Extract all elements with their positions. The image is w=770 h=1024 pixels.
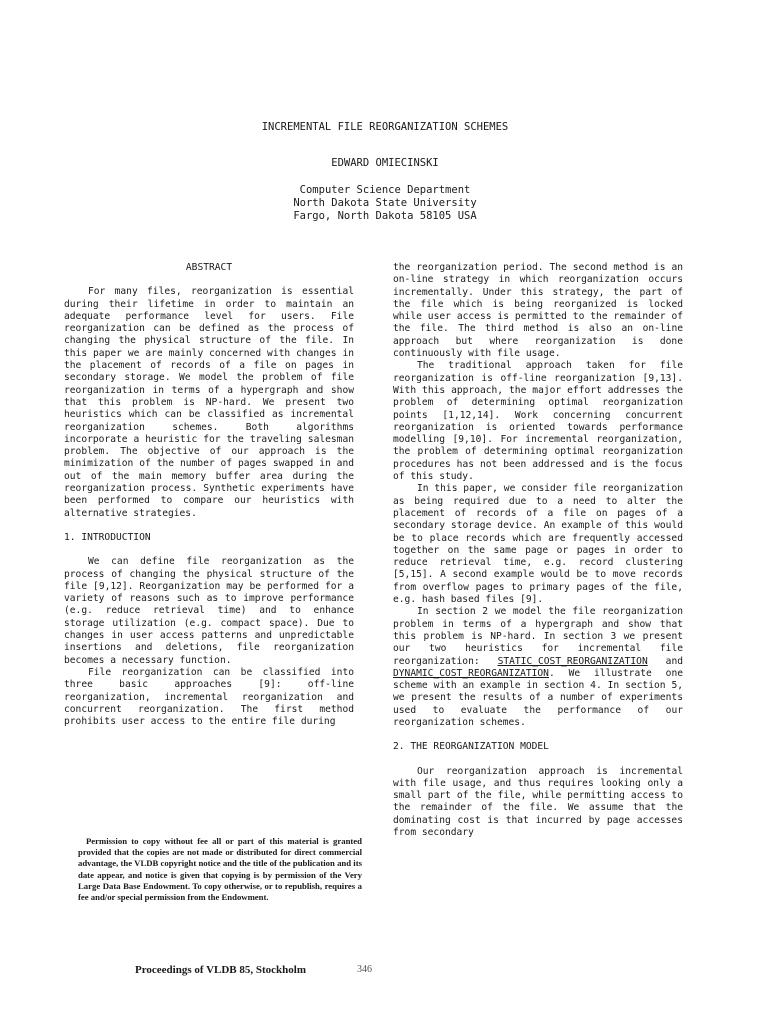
footer-venue: Proceedings of VLDB 85, Stockholm	[135, 964, 307, 976]
intro-paragraph-5	[393, 606, 683, 729]
reorganization-model-heading: 2. THE REORGANIZATION MODEL	[393, 741, 549, 753]
static-cost-algorithm: STATIC_COST_REORGANIZATION	[497, 655, 648, 667]
right-column	[393, 262, 683, 839]
introduction-heading: 1. INTRODUCTION	[64, 531, 151, 543]
intro-paragraph-3: The traditional approach taken for file reorganization is off-line reorganization [9,13]. With this approach, the major effort addresses the problem of determining optimal reorganization points [1,12,14]. Work concerning concurrent reorganization is oriented towards performance modelling [9,10]. For incremental reorganization, the problem of determining optimal reorganization procedures has not been addressed and is the focus of this study.	[393, 360, 683, 483]
intro-paragraph-4: In this paper, we consider file reorganization as being required due to a need to alter the placement of records of a file on pages of a secondary storage device. An example of this would be to place records which are frequently accessed together on the same page or pages in order to reduce retrieval time, e.g. record clustering [5,15]. A second example would be to move records from overflow pages to primary pages of the file, e.g. hash based files [9].	[393, 483, 683, 606]
department: Computer Science Department	[299, 184, 471, 196]
outline-text-end: . We illustrate one scheme with an example in section 4. In section 5, we present the results of a number of experiments used to evaluate the performance of our reorganization schemes.	[393, 667, 683, 728]
and-word: and	[665, 655, 683, 667]
paper-title: INCREMENTAL FILE REORGANIZATION SCHEMES	[261, 121, 509, 133]
intro-continuation: the reorganization period. The second method is an on-line strategy in which reorganization occurs incrementally. Under this strategy, the part of the file which is being reorganized is locked while user access is permitted to the remainder of the file. The third method is also an on-line approach but where reorganization is done continuously with file usage.	[393, 262, 683, 360]
intro-paragraph-1: We can define file reorganization as the process of changing the physical structure of the file [9,12]. Reorganization may be performed for a variety of reasons such as to improve performance (e.g. reduce retrieval time) and to enhance storage utilization (e.g. compact space). Due to changes in user access patterns and unpredictable insertions and deletions, file reorganization becomes a necessary function.	[64, 556, 354, 666]
permission-notice: Permission to copy without fee all or part of this material is granted provided that the copies are not made or distributed for direct commercial advantage, the VLDB copyright notice and the title of the publication and its date appear, and notice is given that copying is by permission of the Very Large Data Base Endowment. To copy otherwise, or to republish, requires a fee and/or special permission from the Endowment.	[78, 836, 362, 903]
model-paragraph-1: Our reorganization approach is incremental with file usage, and thus requires looking only a small part of the file, while permitting access to the remainder of the file. We assume that the dominating cost is that incurred by page accesses from secondary	[393, 765, 683, 839]
page-number: 346	[357, 964, 372, 975]
author-name: EDWARD OMIECINSKI	[331, 157, 439, 169]
left-column	[64, 262, 354, 728]
university: North Dakota State University	[293, 197, 477, 209]
address: Fargo, North Dakota 58105 USA	[293, 210, 477, 222]
intro-paragraph-2: File reorganization can be classified into three basic approaches [9]: off-line reorganization, incremental reorganization and concurrent reorganization. The first method prohibits user access to the entire file during	[64, 666, 354, 728]
outline-text: In section 2 we model the file reorganization problem in terms of a hypergraph and show that this problem is NP-hard. In section 3 we present our two heuristics for incremental file reorganization:	[393, 606, 683, 667]
dynamic-cost-algorithm: DYNAMIC_COST_REORGANIZATION	[393, 667, 549, 679]
abstract-heading: ABSTRACT	[185, 262, 233, 273]
affiliation-block	[0, 184, 770, 223]
abstract-text: For many files, reorganization is essential during their lifetime in order to maintain an adequate performance level for users. File reorganization can be defined as the process of changing the physical structure of the file. In this paper we are mainly concerned with changes in the placement of records of a file on pages in secondary storage. We model the problem of file reorganization in terms of a hypergraph and show that this problem is NP-hard. We present two heuristics which can be classified as incremental reorganization schemes. Both algorithms incorporate a heuristic for the traveling salesman problem. The objective of our approach is the minimization of the number of pages swapped in and out of the main memory buffer area during the reorganization process. Synthetic experiments have been performed to compare our heuristics with alternative strategies.	[64, 286, 354, 519]
